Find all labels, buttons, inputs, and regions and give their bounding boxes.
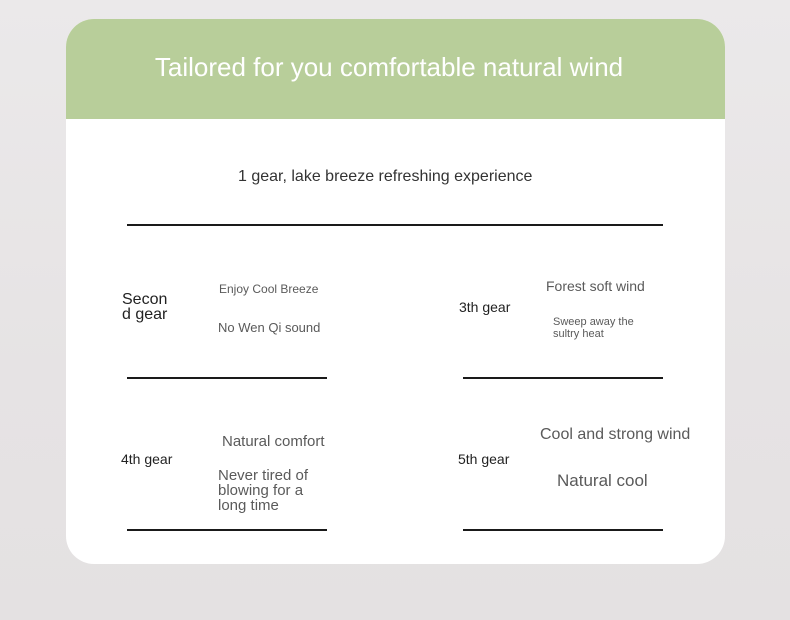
gear2-divider bbox=[127, 377, 327, 379]
gear3-feature2-line2: sultry heat bbox=[553, 328, 604, 340]
gear4-label: 4th gear bbox=[121, 451, 173, 467]
gear5-feature1: Cool and strong wind bbox=[540, 426, 691, 443]
gear5-divider bbox=[463, 529, 663, 531]
gear4-feature2 bbox=[218, 468, 308, 513]
gear3-label: 3th gear bbox=[459, 299, 511, 315]
gear2-label-line2: d gear bbox=[122, 306, 168, 323]
gear2-feature1: Enjoy Cool Breeze bbox=[219, 282, 319, 296]
gear2-label bbox=[122, 292, 167, 322]
feature-card bbox=[66, 19, 725, 564]
gear3-feature1: Forest soft wind bbox=[546, 278, 645, 294]
gear4-feature2-line1: Never tired of bbox=[218, 467, 309, 484]
gear3-divider bbox=[463, 377, 663, 379]
gear2-feature2: No Wen Qi sound bbox=[218, 320, 321, 335]
gear1-description: 1 gear, lake breeze refreshing experience bbox=[238, 168, 533, 185]
gear5-feature2: Natural cool bbox=[557, 471, 648, 490]
gear2-label-line1: Secon bbox=[122, 291, 168, 308]
gear3-feature2 bbox=[553, 316, 634, 340]
gear4-feature1: Natural comfort bbox=[222, 433, 325, 450]
gear4-feature2-line3: long time bbox=[218, 497, 279, 514]
gear3-feature2-line1: Sweep away the bbox=[553, 316, 634, 328]
gear5-label: 5th gear bbox=[458, 451, 510, 467]
gear4-feature2-line2: blowing for a bbox=[218, 482, 304, 499]
header-title: Tailored for you comfortable natural wind bbox=[154, 52, 624, 82]
gear4-divider bbox=[127, 529, 327, 531]
gear1-divider bbox=[127, 224, 663, 226]
card-header bbox=[66, 19, 725, 119]
